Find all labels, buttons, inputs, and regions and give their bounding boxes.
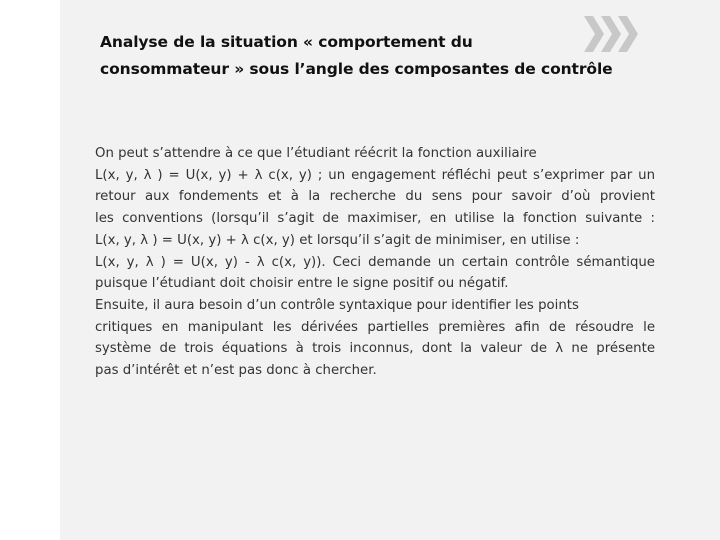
body-line-5: L(x, y, λ ) = U(x, y) + λ c(x, y) et lorsqu’il s’agit de minimiser, en utilise :: [95, 232, 580, 248]
body-text: [95, 143, 655, 382]
slide-title: [100, 29, 710, 83]
body-line-10: système de trois équations à trois inconnus, dont la valeur de λ ne présente: [95, 341, 655, 357]
body-line-1: On peut s’attendre à ce que l’étudiant réécrit la fonction auxiliaire: [95, 146, 537, 161]
body-line-3: retour aux fondements et à la recherche du sens pour savoir d’où provient: [95, 189, 655, 205]
title-line-1: Analyse de la situation « comportement du: [100, 33, 473, 51]
body-line-2: L(x, y, λ ) = U(x, y) + λ c(x, y) ; un engagement réfléchi peut s’exprimer par un: [95, 167, 655, 183]
body-line-7: puisque l’étudiant doit choisir entre le signe positif ou négatif.: [95, 276, 509, 292]
title-line-2: consommateur » sous l’angle des composantes de contrôle: [100, 60, 613, 78]
body-line-9: critiques en manipulant les dérivées partielles premières afin de résoudre le: [95, 319, 655, 335]
body-line-6: L(x, y, λ ) = U(x, y) - λ c(x, y)). Ceci demande un certain contrôle sémantique: [95, 254, 655, 270]
body-line-8: Ensuite, il aura besoin d’un contrôle syntaxique pour identifier les points: [95, 297, 579, 313]
body-line-4: les conventions (lorsqu’il s’agit de maximiser, en utilise la fonction suivante :: [95, 211, 655, 227]
left-margin-band: [0, 0, 60, 540]
body-line-11: pas d’intérêt et n’est pas donc à chercher.: [95, 363, 377, 379]
